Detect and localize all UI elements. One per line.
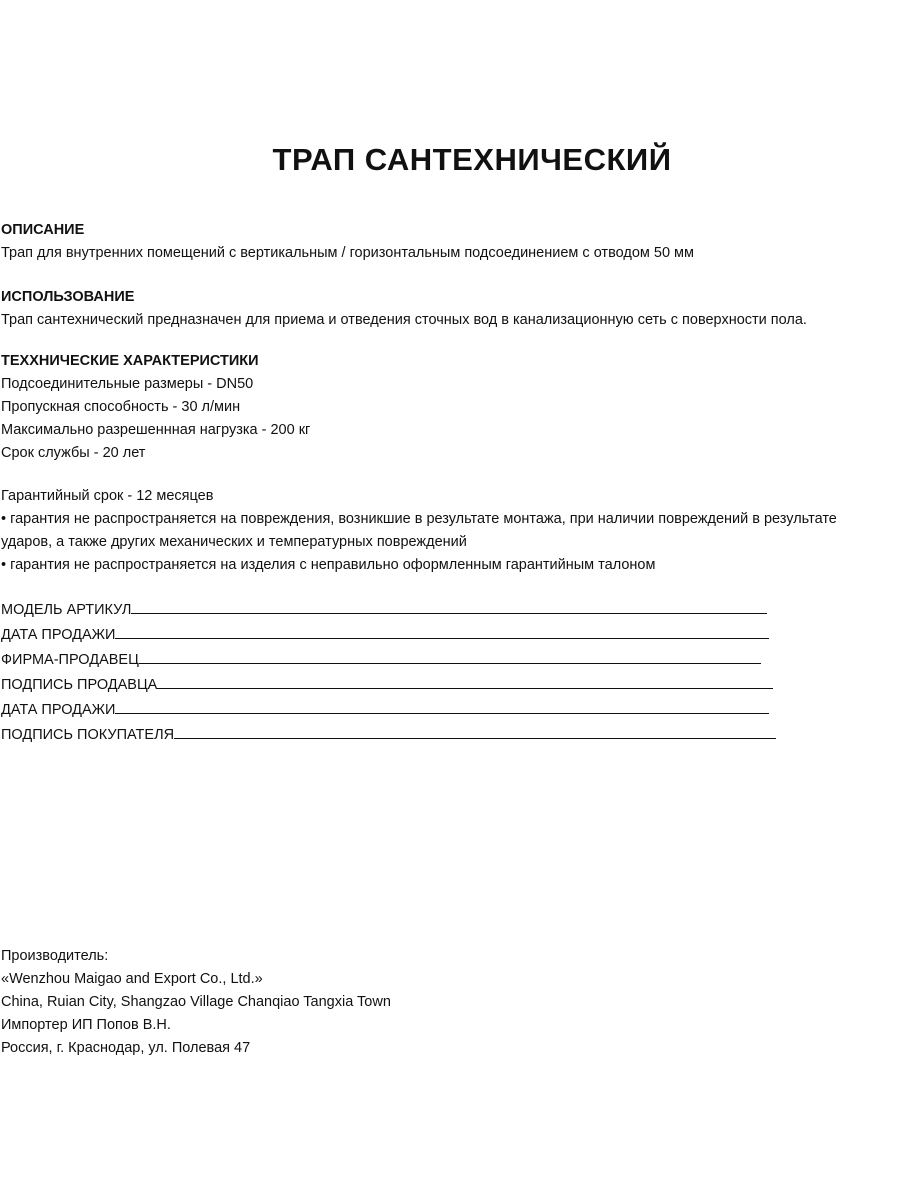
usage-section xyxy=(1,286,900,332)
form-label: ДАТА ПРОДАЖИ xyxy=(1,702,116,718)
description-section xyxy=(1,219,900,265)
form-label: ПОДПИСЬ ПОКУПАТЕЛЯ xyxy=(1,727,175,743)
specs-section xyxy=(1,350,900,465)
form-row-model xyxy=(1,597,900,622)
form-fill-line[interactable] xyxy=(174,722,776,739)
form-label: ПОДПИСЬ ПРОДАВЦА xyxy=(1,677,158,693)
form-label: МОДЕЛЬ АРТИКУЛ xyxy=(1,602,132,618)
warranty-note: ударов, а также других механических и температурных повреждений xyxy=(1,534,467,550)
manufacturer-line: Россия, г. Краснодар, ул. Полевая 47 xyxy=(1,1040,251,1056)
specs-heading: ТЕХХНИЧЕСКИЕ ХАРАКТЕРИСТИКИ xyxy=(1,353,259,369)
form-row-seller-signature xyxy=(1,672,900,697)
warranty-note: • гарантия не распространяется на повреждения, возникшие в результате монтажа, при наличии повреждений в результате xyxy=(1,511,837,527)
form-fill-line[interactable] xyxy=(139,647,761,664)
form-label: ДАТА ПРОДАЖИ xyxy=(1,627,116,643)
form-fill-line[interactable] xyxy=(115,697,769,714)
page-title: ТРАП САНТЕХНИЧЕСКИЙ xyxy=(272,142,672,177)
warranty-period: Гарантийный срок - 12 месяцев xyxy=(1,488,214,504)
spec-item: Подсоединительные размеры - DN50 xyxy=(1,376,254,392)
warranty-section xyxy=(1,485,900,577)
warranty-note: • гарантия не распространяется на изделия с неправильно оформленным гарантийным талоном xyxy=(1,557,656,573)
spec-item: Пропускная способность - 30 л/мин xyxy=(1,399,241,415)
manufacturer-line: Импортер ИП Попов В.Н. xyxy=(1,1017,171,1033)
spec-item: Максимально разрешеннная нагрузка - 200 кг xyxy=(1,422,311,438)
form-fill-line[interactable] xyxy=(157,672,773,689)
form-row-sale-date-2 xyxy=(1,697,900,722)
description-text: Трап для внутренних помещений с вертикальным / горизонтальным подсоединением с отводом 50 мм xyxy=(1,245,694,261)
form-row-sale-date xyxy=(1,622,900,647)
manufacturer-line: China, Ruian City, Shangzao Village Chanqiao Tangxia Town xyxy=(1,994,391,1010)
form-label: ФИРМА-ПРОДАВЕЦ xyxy=(1,652,139,668)
form-row-seller-company xyxy=(1,647,900,672)
spec-item: Срок службы - 20 лет xyxy=(1,445,146,461)
form-fill-line[interactable] xyxy=(131,597,767,614)
warranty-form xyxy=(1,597,900,747)
description-heading: ОПИСАНИЕ xyxy=(1,222,85,238)
form-fill-line[interactable] xyxy=(115,622,769,639)
manufacturer-section xyxy=(1,945,900,1060)
manufacturer-line: «Wenzhou Maigao and Export Co., Ltd.» xyxy=(1,971,263,987)
form-row-buyer-signature xyxy=(1,722,900,747)
manufacturer-line: Производитель: xyxy=(1,948,109,964)
usage-heading: ИСПОЛЬЗОВАНИЕ xyxy=(1,289,135,305)
usage-text: Трап сантехнический предназначен для приема и отведения сточных вод в канализационную сеть с поверхности пола. xyxy=(1,312,807,328)
